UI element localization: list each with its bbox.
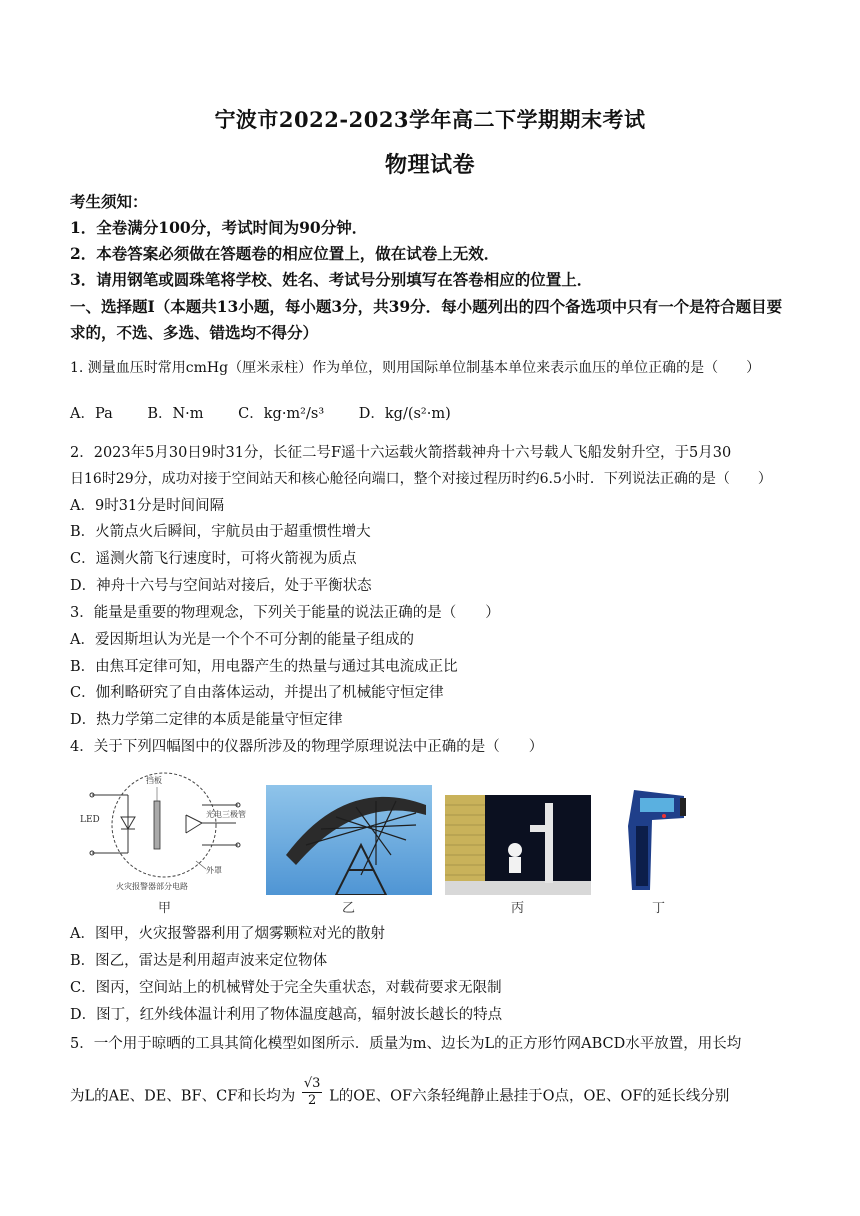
q2-option-b: B．火箭点火后瞬间，宇航员由于超重惯性增大 [70, 524, 371, 540]
q2-option-c: C．遥测火箭飞行速度时，可将火箭视为质点 [70, 551, 357, 567]
q5-fraction-denominator: 2 [308, 1093, 317, 1108]
label-circuit: 火灾报警器部分电路 [116, 882, 188, 891]
q3-stem: 3．能量是重要的物理观念，下列关于能量的说法正确的是（ ） [70, 605, 500, 621]
q5-stem-line1: 5．一个用于晾晒的工具其简化模型如图所示．质量为m、边长为L的正方形竹网ABCD水平放置，用长均 [70, 1036, 742, 1052]
label-baffle: 挡板 [146, 776, 162, 785]
label-phototransistor: 光电三极管 [206, 810, 246, 819]
q2-stem-line2: 日16时29分，成功对接于空间站天和核心舱径向端口，整个对接过程历时约6.5小时．下列说法正确的是（ ） [70, 471, 772, 487]
q1-option-c: C．kg·m²/s³ [238, 406, 325, 422]
caption-bing: 丙 [511, 901, 525, 916]
page-subtitle: 物理试卷 [384, 152, 475, 178]
q3-option-d: D．热力学第二定律的本质是能量守恒定律 [70, 712, 343, 728]
q3-option-c: C．伽利略研究了自由落体运动，并提出了机械能守恒定律 [70, 685, 444, 701]
label-led: LED [80, 815, 100, 825]
q2-option-a: A．9时31分是时间间隔 [70, 498, 225, 514]
q1-options [70, 404, 794, 424]
q5-stem-line2 [70, 1076, 794, 1113]
caption-jia: 甲 [158, 901, 172, 916]
q4-option-c: C．图丙，空间站上的机械臂处于完全失重状态，对载荷要求无限制 [70, 980, 502, 996]
notice-item-2: 2．本卷答案必须做在答题卷的相应位置上，做在试卷上无效． [70, 244, 500, 263]
q4-option-d: D．图丁，红外线体温计利用了物体温度越高，辐射波长越长的特点 [70, 1007, 503, 1023]
q4-stem: 4．关于下列四幅图中的仪器所涉及的物理学原理说法中正确的是（ ） [70, 739, 544, 755]
q4-option-a: A．图甲，火灾报警器利用了烟雾颗粒对光的散射 [70, 926, 385, 942]
notice-item-3: 3．请用钢笔或圆珠笔将学校、姓名、考试号分别填写在答卷相应的位置上． [70, 270, 593, 289]
section-heading: 一、选择题Ⅰ（本题共13小题，每小题3分，共39分．每小题列出的四个备选项中只有一个是符合题目要求的，不选、多选、错选均不得分） [70, 297, 783, 342]
q3-option-b: B．由焦耳定律可知，用电器产生的热量与通过其电流成正比 [70, 659, 458, 675]
figure-ding-ir-thermometer [606, 786, 690, 896]
label-cover: 外罩 [206, 866, 222, 875]
notice-item-1: 1．全卷满分100分，考试时间为90分钟． [70, 218, 368, 237]
page-title: 宁波市2022-2023学年高二下学期期末考试 [214, 107, 646, 132]
q3-option-a: A．爱因斯坦认为光是一个个不可分割的能量子组成的 [70, 632, 414, 648]
q1-option-b: B．N·m [147, 406, 204, 422]
q5-fraction-numerator: √3 [303, 1076, 321, 1091]
figure-bing-robotic-arm-photo [445, 795, 591, 895]
caption-yi: 乙 [342, 901, 356, 916]
figure-jia-circuit [78, 765, 248, 895]
q5-line2-part1: 为L的AE、DE、BF、CF和长均为 [70, 1088, 296, 1105]
q5-fraction [302, 1076, 323, 1109]
q1-option-a: A．Pa [70, 406, 113, 422]
caption-ding: 丁 [652, 901, 666, 916]
q1-stem: 1. 测量血压时常用cmHg（厘米汞柱）作为单位，则用国际单位制基本单位来表示血压的单位正确的是（ ） [70, 360, 761, 376]
q1-option-d: D．kg/(s²·m) [358, 406, 451, 422]
q2-stem-line1: 2．2023年5月30日9时31分，长征二号F遥十六运载火箭搭载神舟十六号载人飞船发射升空，于5月30 [70, 445, 732, 461]
q4-option-b: B．图乙，雷达是利用超声波来定位物体 [70, 953, 328, 969]
q5-line2-part2: L的OE、OF六条轻绳静止悬挂于O点，OE、OF的延长线分别 [329, 1088, 730, 1105]
notice-heading: 考生须知： [70, 192, 148, 211]
q2-option-d: D．神舟十六号与空间站对接后，处于平衡状态 [70, 578, 372, 594]
figure-yi-radar-photo [266, 785, 432, 895]
